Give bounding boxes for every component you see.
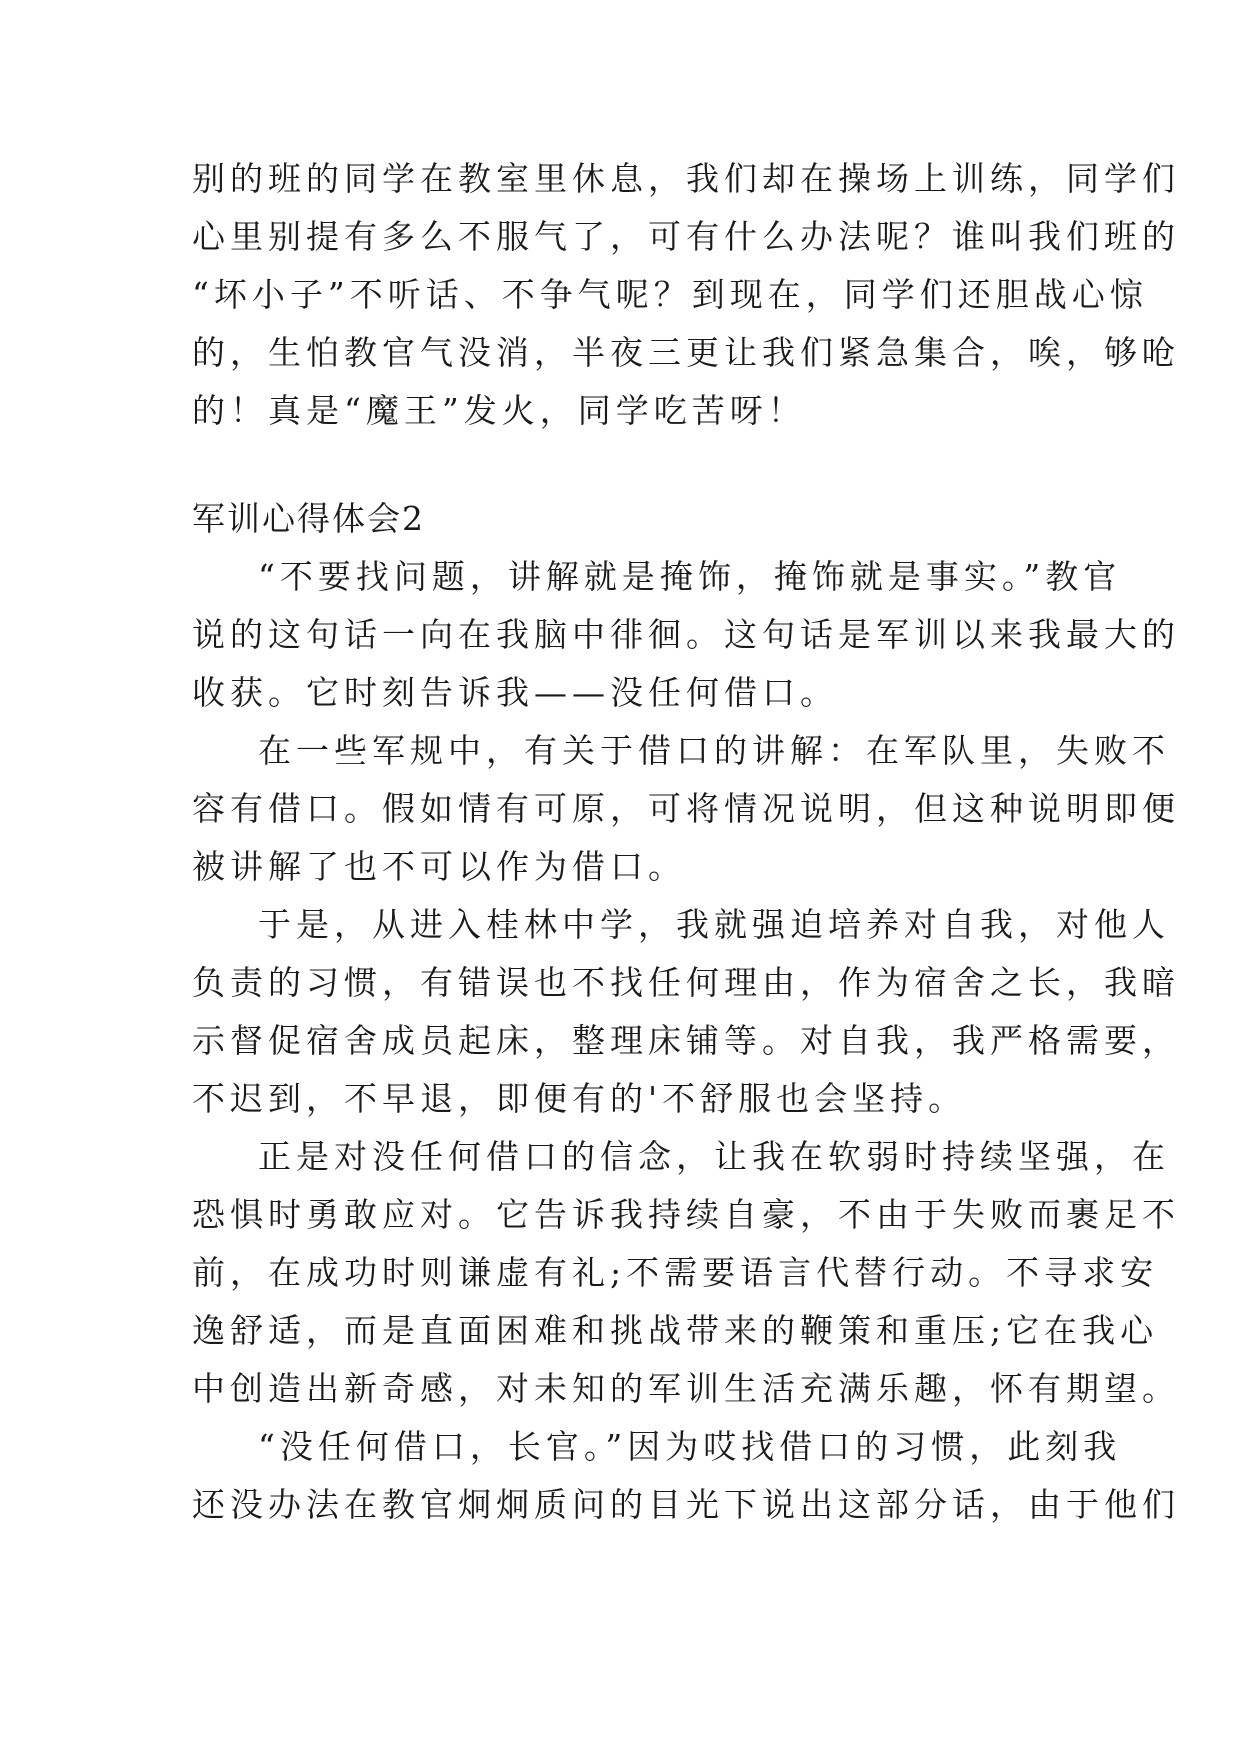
text-line: 容有借口。假如情有可原，可将情况说明，但这种说明即便	[192, 789, 1180, 828]
text-line: 正是对没任何借口的信念，让我在软弱时持续坚强，在	[258, 1137, 1170, 1176]
text-line: 别的班的同学在教室里休息，我们却在操场上训练，同学们	[192, 159, 1180, 198]
paragraph-2	[192, 722, 1180, 896]
text-line: 不迟到，不早退，即便有的'不舒服也会坚持。	[192, 1079, 967, 1118]
section-gap	[192, 440, 1072, 490]
text-line: 还没办法在教官炯炯质问的目光下说出这部分话，由于他们	[192, 1485, 1180, 1524]
text-line: 在一些军规中，有关于借口的讲解：在军队里，失败不	[258, 731, 1170, 770]
text-line: 心里别提有多么不服气了，可有什么办法呢？谁叫我们班的	[192, 217, 1180, 256]
text-line: 说的这句话一向在我脑中徘徊。这句话是军训以来我最大的	[192, 615, 1180, 654]
paragraph-continued	[192, 150, 1180, 440]
text-line: 的！真是“魔王”发火，同学吃苦呀！	[192, 391, 806, 430]
paragraph-3	[192, 896, 1180, 1128]
text-line: 于是，从进入桂林中学，我就强迫培养对自我，对他人	[258, 905, 1170, 944]
paragraph-5	[192, 1418, 1180, 1534]
text-line: 中创造出新奇感，对未知的军训生活充满乐趣，怀有期望。	[192, 1369, 1180, 1408]
text-line: “坏小子”不听话、不争气呢？到现在，同学们还胆战心惊	[192, 275, 1148, 314]
text-line: “不要找问题，讲解就是掩饰，掩饰就是事实。”教官	[258, 557, 1122, 596]
text-line: 示督促宿舍成员起床，整理床铺等。对自我，我严格需要，	[192, 1021, 1180, 1060]
text-line: “没任何借口，长官。”因为哎找借口的习惯，此刻我	[258, 1427, 1122, 1466]
text-line: 逸舒适，而是直面困难和挑战带来的鞭策和重压;它在我心	[192, 1311, 1159, 1350]
text-line: 负责的习惯，有错误也不找任何理由，作为宿舍之长，我暗	[192, 963, 1180, 1002]
text-line: 被讲解了也不可以作为借口。	[192, 847, 686, 886]
text-line: 收获。它时刻告诉我——没任何借口。	[192, 673, 838, 712]
text-line: 的，生怕教官气没消，半夜三更让我们紧急集合，唉，够呛	[192, 333, 1180, 372]
paragraph-1	[192, 548, 1180, 722]
paragraph-4	[192, 1128, 1180, 1418]
text-line: 前，在成功时则谦虚有礼;不需要语言代替行动。不寻求安	[192, 1253, 1159, 1292]
section-heading: 军训心得体会2	[192, 499, 425, 538]
text-line: 恐惧时勇敢应对。它告诉我持续自豪，不由于失败而裹足不	[192, 1195, 1180, 1234]
document-body	[192, 150, 1180, 1534]
